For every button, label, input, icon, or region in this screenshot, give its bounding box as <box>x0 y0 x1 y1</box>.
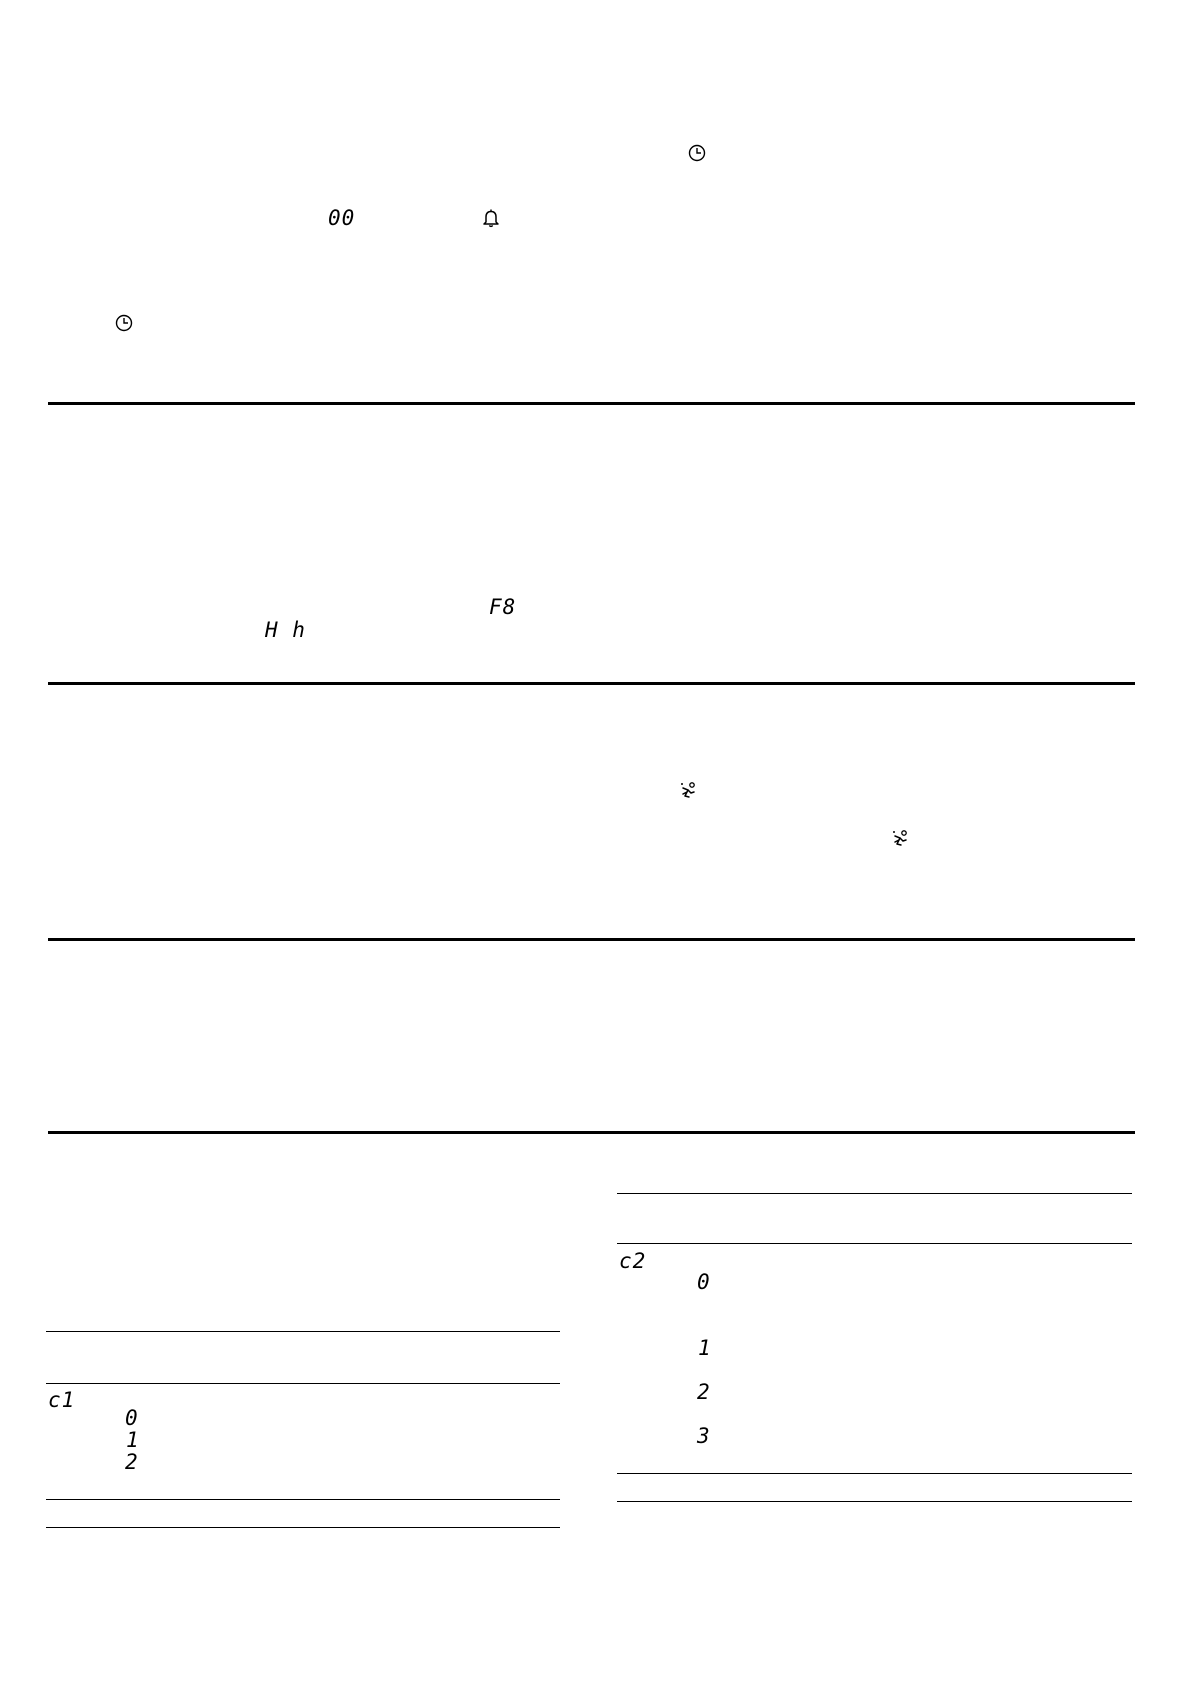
clock-icon <box>115 314 133 332</box>
table-c1-setting: c1 <box>48 1388 76 1412</box>
section-divider <box>48 938 1135 941</box>
table-c2-value: 2 <box>697 1380 711 1404</box>
table-c1-value: 0 <box>125 1406 139 1430</box>
table-c2-bottom-rule <box>617 1473 1132 1474</box>
clock-icon <box>688 144 706 162</box>
bell-icon <box>481 208 501 228</box>
display-residual-heat: H h <box>265 618 306 642</box>
table-c2-setting: c2 <box>619 1249 647 1273</box>
table-c2-value: 0 <box>697 1270 711 1294</box>
table-c1-end-rule <box>46 1527 560 1528</box>
table-c1-value: 2 <box>125 1450 139 1474</box>
table-c1-bottom-rule <box>46 1499 560 1500</box>
wipe-protection-icon <box>680 781 697 799</box>
table-c2-value: 1 <box>698 1336 712 1360</box>
wipe-protection-icon <box>892 829 909 847</box>
table-c2-value: 3 <box>697 1424 711 1448</box>
section-divider <box>48 402 1135 405</box>
table-c2-header-rule <box>617 1243 1132 1244</box>
table-c1-header-rule <box>46 1383 560 1384</box>
table-c2-end-rule <box>617 1501 1132 1502</box>
display-fault-code: F8 <box>489 595 517 619</box>
table-c2-top-rule <box>617 1193 1132 1194</box>
section-divider <box>48 1131 1135 1134</box>
table-c1-value: 1 <box>126 1428 140 1452</box>
section-divider <box>48 682 1135 685</box>
table-c1-top-rule <box>46 1331 560 1332</box>
display-00: 00 <box>328 206 356 230</box>
